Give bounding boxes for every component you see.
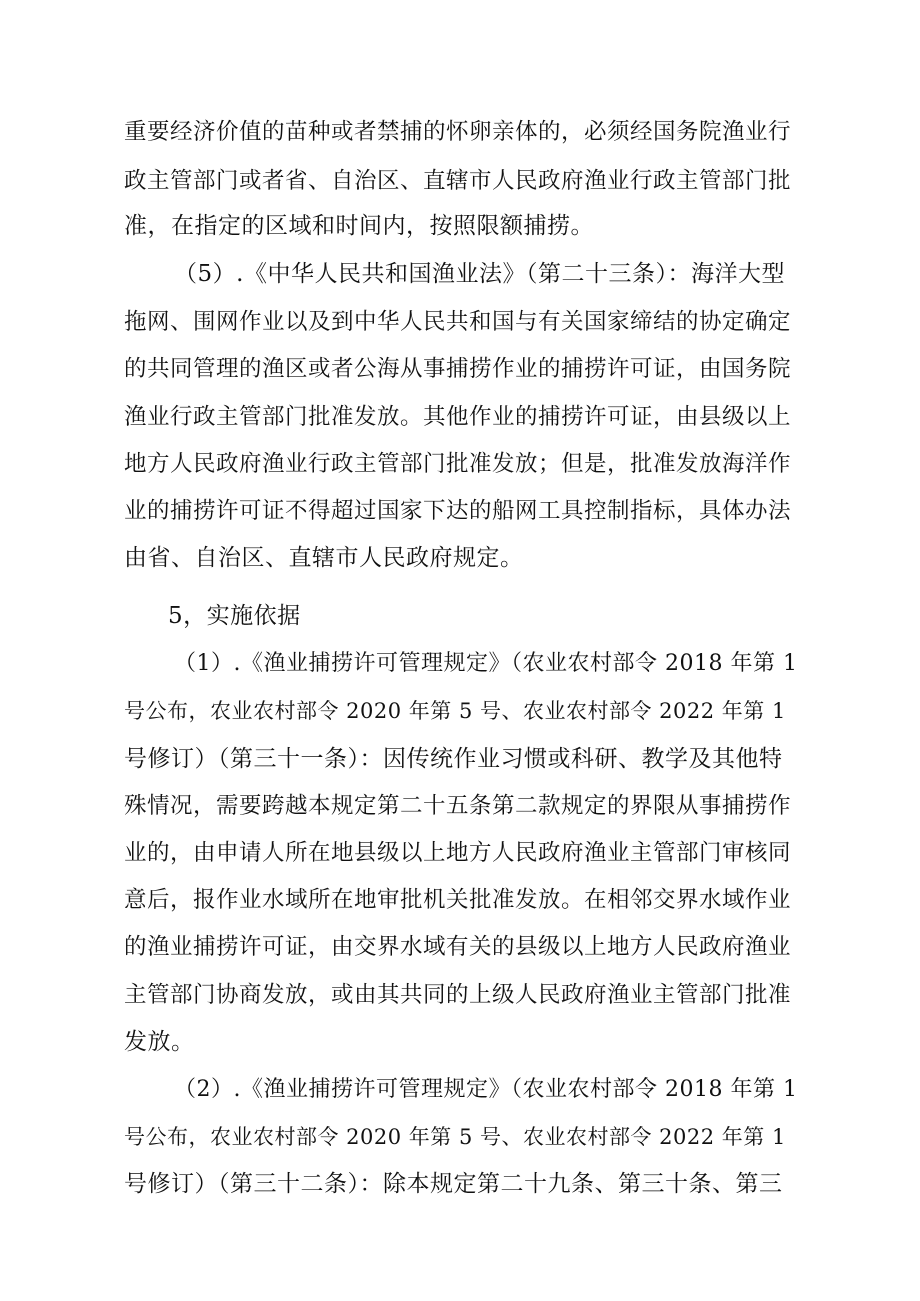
text-line: 业的捕捞许可证不得超过国家下达的船网工具控制指标，具体办法 [124, 498, 792, 524]
text-line: 拖网、围网作业以及到中华人民共和国与有关国家缔结的协定确定 [124, 309, 792, 335]
text-line: 政主管部门或者省、自治区、直辖市人民政府渔业行政主管部门批 [124, 168, 792, 194]
text-line: 业的，由申请人所在地县级以上地方人民政府渔业主管部门审核同 [124, 840, 792, 866]
section-heading: 5，实施依据 [168, 603, 301, 629]
text-line: （2）.《渔业捕捞许可管理规定》（农业农村部令 2018 年第 1 [174, 1077, 798, 1102]
text-line: 主管部门协商发放，或由其共同的上级人民政府渔业主管部门批准 [124, 982, 792, 1008]
text-line: 号公布，农业农村部令 2020 年第 5 号、农业农村部令 2022 年第 1 [124, 1125, 786, 1149]
text-line: 意后，报作业水域所在地审批机关批准发放。在相邻交界水域作业 [124, 887, 792, 913]
text-line: 由省、自治区、直辖市人民政府规定。 [124, 545, 524, 571]
text-line: 渔业行政主管部门批准发放。其他作业的捕捞许可证，由县级以上 [124, 404, 792, 430]
text-line: 准，在指定的区域和时间内，按照限额捕捞。 [124, 213, 594, 239]
text-line: 发放。 [124, 1029, 195, 1055]
text-line: （5）.《中华人民共和国渔业法》（第二十三条）：海洋大型 [174, 261, 785, 287]
text-line: 殊情况，需要跨越本规定第二十五条第二款规定的界限从事捕捞作 [124, 793, 792, 819]
text-line: 的共同管理的渔区或者公海从事捕捞作业的捕捞许可证，由国务院 [124, 356, 792, 382]
text-line: 号修订）（第三十二条）：除本规定第二十九条、第三十条、第三 [124, 1171, 783, 1197]
text-line: 地方人民政府渔业行政主管部门批准发放；但是，批准发放海洋作 [124, 451, 792, 477]
text-line: 号公布，农业农村部令 2020 年第 5 号、农业农村部令 2022 年第 1 [124, 699, 786, 723]
text-line: （1）.《渔业捕捞许可管理规定》（农业农村部令 2018 年第 1 [174, 651, 798, 676]
text-line: 号修订）（第三十一条）：因传统作业习惯或科研、教学及其他特 [124, 746, 783, 772]
text-line: 的渔业捕捞许可证，由交界水域有关的县级以上地方人民政府渔业 [124, 934, 792, 960]
text-line: 重要经济价值的苗种或者禁捕的怀卵亲体的，必须经国务院渔业行 [124, 119, 792, 145]
